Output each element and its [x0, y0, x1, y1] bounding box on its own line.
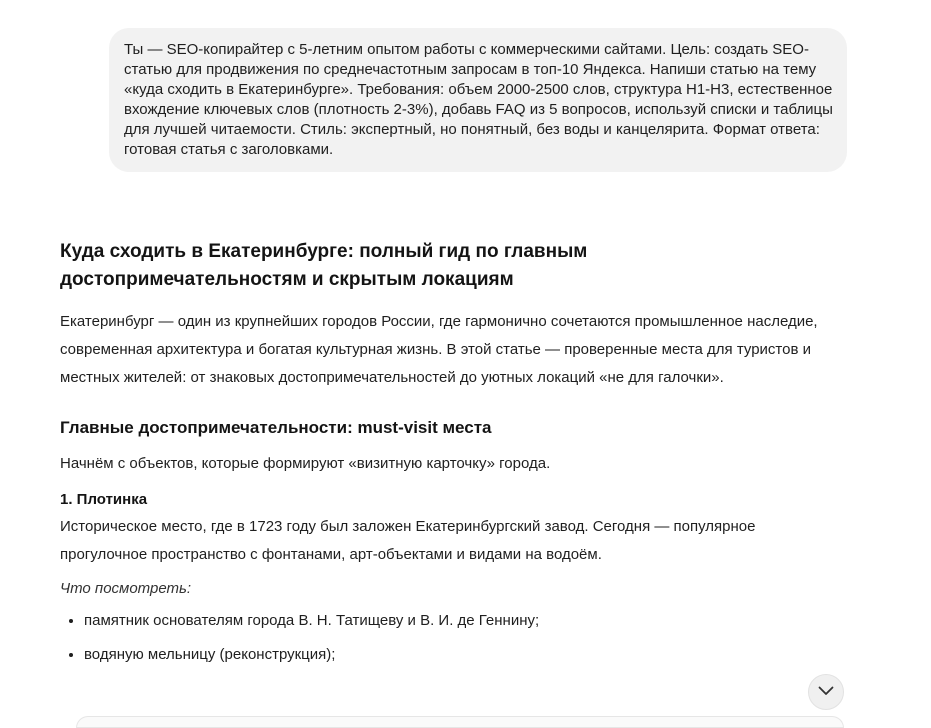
message-input-box[interactable]	[76, 716, 844, 728]
user-message-bubble	[109, 28, 847, 172]
chevron-down-icon	[818, 683, 834, 701]
item-text: Историческое место, где в 1723 году был заложен Екатеринбургский завод. Сегодня — популярное прогулочное пространство с фонтанами, арт-объектами и видами на водоём.	[60, 518, 756, 563]
assistant-answer	[60, 238, 820, 679]
section-title: Главные достопримечательности: must-visit места	[60, 418, 492, 437]
section-intro: Начнём с объектов, которые формируют «визитную карточку» города.	[60, 455, 551, 472]
user-message-text: Ты — SEO-копирайтер с 5-летним опытом работы с коммерческими сайтами. Цель: создать SEO-статью для продвижения по среднечастотным запросам в топ-10 Яндекса. Напиши статью на тему «куда сходить в Екатеринбурге». Требования: объем 2000-2500 слов, структура H1-H3, естественное вхождение ключевых слов (плотность 2-3%), добавь FAQ из 5 вопросов, используй списки и таблицы для лучшей читаемости. Стиль: экспертный, но понятный, без воды и канцелярита. Формат ответа: готовая статья с заголовками.	[124, 41, 833, 158]
list-item: • памятник основателям города В. Н. Татищеву и В. И. де Геннину;	[84, 611, 820, 631]
item-title: 1. Плотинка	[60, 491, 148, 508]
list-item: • водяную мельницу (реконструкция);	[84, 645, 820, 665]
article-title: Куда сходить в Екатеринбурге: полный гид по главным достопримечательностям и скрытым локациям	[60, 241, 588, 290]
what-to-see-label: Что посмотреть:	[60, 580, 192, 597]
scroll-down-button[interactable]	[808, 674, 844, 710]
sights-list	[60, 611, 820, 665]
article-intro: Екатеринбург — один из крупнейших городов России, где гармонично сочетаются промышленное наследие, современная архитектура и богатая культурная жизнь. В этой статье — проверенные места для туристов и местных жителей: от знаковых достопримечательностей до уютных локаций «не для галочки».	[60, 313, 818, 386]
